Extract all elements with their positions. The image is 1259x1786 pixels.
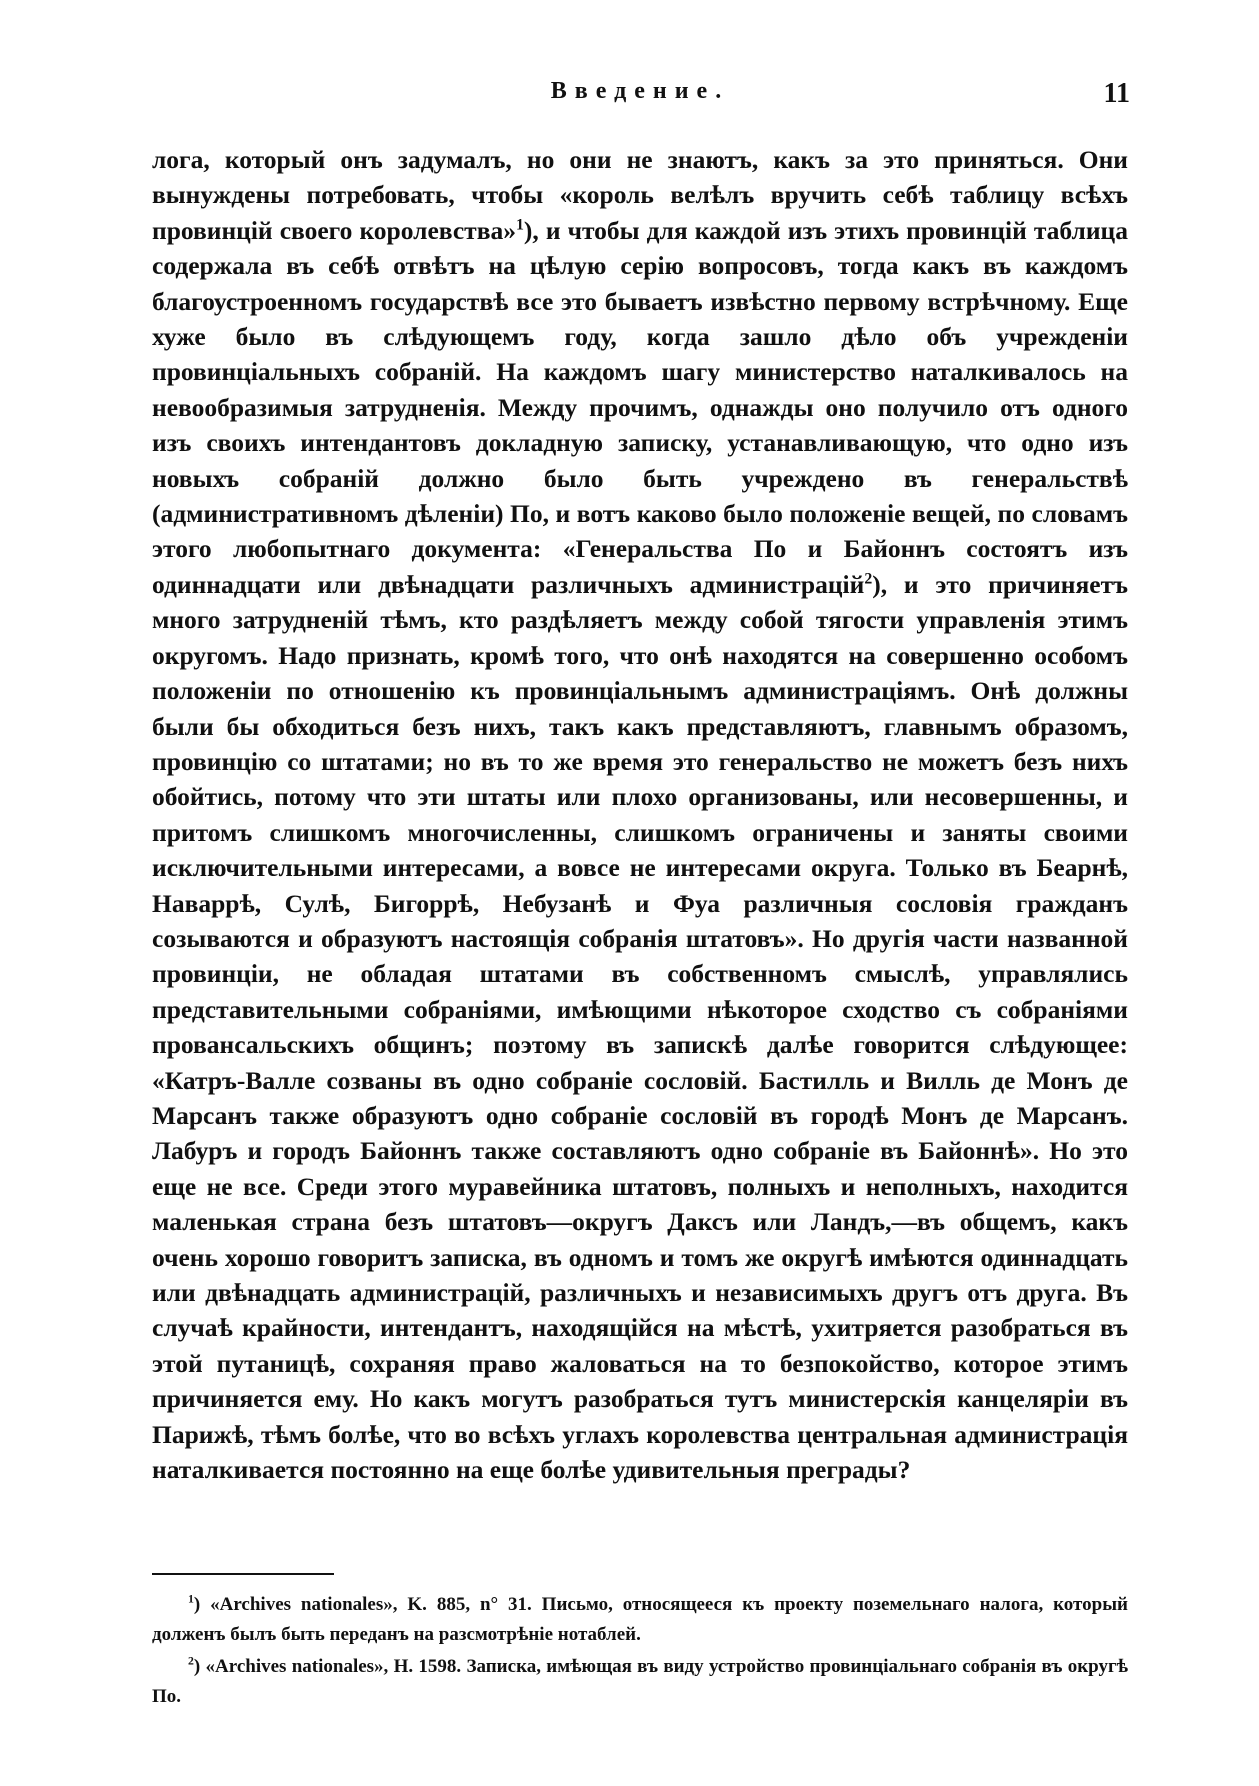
footnote-marker-1: 1	[188, 1592, 194, 1606]
footnote-marker-2: 2	[188, 1654, 194, 1668]
footnote-text-1: ) «Archives nationales», K. 885, n° 31. Письмо, относящееся къ проекту поземельнаго налога, который долженъ былъ быть переданъ на разсмотрѣніе нотаблей.	[152, 1594, 1128, 1645]
body-text-part-1: лога, который онъ задумалъ, но они не знаютъ, какъ за это приняться. Они вынуждены потребовать, чтобы «король велѣлъ вручить себѣ таблицу всѣхъ провинцій своего королевства»	[152, 145, 1128, 245]
running-head	[150, 78, 1130, 118]
running-title: Введение.	[550, 78, 730, 104]
footnote-separator	[152, 1573, 334, 1575]
footnote-text-2: ) «Archives nationales», H. 1598. Записка, имѣющая въ виду устройство провинціальнаго собранія въ округѣ По.	[152, 1656, 1128, 1707]
footnotes	[152, 1590, 1128, 1714]
footnote-2	[152, 1652, 1128, 1712]
body-paragraph	[152, 142, 1128, 1487]
footnote-reference-2: 2	[864, 570, 873, 588]
body-text-part-3: ), и это причиняетъ много затрудненій тѣмъ, кто раздѣляетъ между собой тягости управленія этимъ округомъ. Надо признать, кромѣ того, что онѣ находятся на совершенно особомъ положеніи по отношенію къ провинціальнымъ администраціямъ. Онѣ должны были бы обходиться безъ нихъ, такъ какъ представляютъ, главнымъ образомъ, провинцію со штатами; но въ то же время это генеральство не можетъ безъ нихъ обойтись, потому что эти штаты или плохо организованы, или несовершенны, и притомъ слишкомъ многочисленны, слишкомъ ограничены и заняты своими исключительными интересами, а вовсе не интересами округа. Только въ Беарнѣ, Наваррѣ, Сулѣ, Бигоррѣ, Небузанѣ и Фуа различныя сословія гражданъ созываются и образуютъ настоящія собранія штатовъ». Но другія части названной провинціи, не обладая штатами въ собственномъ смыслѣ, управлялись представительными собраніями, имѣющими нѣкоторое сходство съ собраніями провансальскихъ общинъ; поэтому въ запискѣ далѣе говорится слѣдующее: «Катръ-Валле созваны въ одно собраніе сословій. Бастилль и Вилль де Монъ де Марсанъ также образуютъ одно собраніе сословій въ городѣ Монъ де Марсанъ. Лабуръ и городъ Байоннъ также составляютъ одно собраніе въ Байоннѣ». Но это еще не все. Среди этого муравейника штатовъ, полныхъ и неполныхъ, находится маленькая страна безъ штатовъ—округъ Даксъ или Ландъ,—въ общемъ, какъ очень хорошо говоритъ записка, въ одномъ и томъ же округѣ имѣются одиннадцать или двѣнадцать администрацій, различныхъ и независимыхъ другъ отъ друга. Въ случаѣ крайности, интендантъ, находящійся на мѣстѣ, ухитряется разобраться въ этой путаницѣ, сохраняя право жаловаться на то безпокойство, которое этимъ причиняется ему. Но какъ могутъ разобраться тутъ министерскія канцеляріи въ Парижѣ, тѣмъ болѣе, что во всѣхъ углахъ королевства центральная администрація наталкивается постоянно на еще болѣе удивительныя преграды?	[152, 569, 1129, 1485]
page-number: 11	[1103, 78, 1130, 109]
body-text-part-2: ), и чтобы для каждой изъ этихъ провинцій таблица содержала въ себѣ отвѣтъ на цѣлую серію вопросовъ, тогда какъ въ каждомъ благоустроенномъ государствѣ все это бываетъ извѣстно первому встрѣчному. Еще хуже было въ слѣдующемъ году, когда зашло дѣло объ учрежденіи провинціальныхъ собраній. На каждомъ шагу министерство наталкивалось на невообразимыя затрудненія. Между прочимъ, однажды оно получило отъ одного изъ своихъ интендантовъ докладную записку, устанавливающую, что одно изъ новыхъ собраній должно было быть учреждено въ генеральствѣ (административномъ дѣленіи) По, и вотъ каково было положеніе вещей, по словамъ этого любопытнаго документа: «Генеральства По и Байоннъ состоятъ изъ одиннадцати или двѣнадцати различныхъ администрацій	[152, 215, 1128, 599]
footnote-1	[152, 1590, 1128, 1650]
footnote-reference-1: 1	[515, 216, 524, 234]
